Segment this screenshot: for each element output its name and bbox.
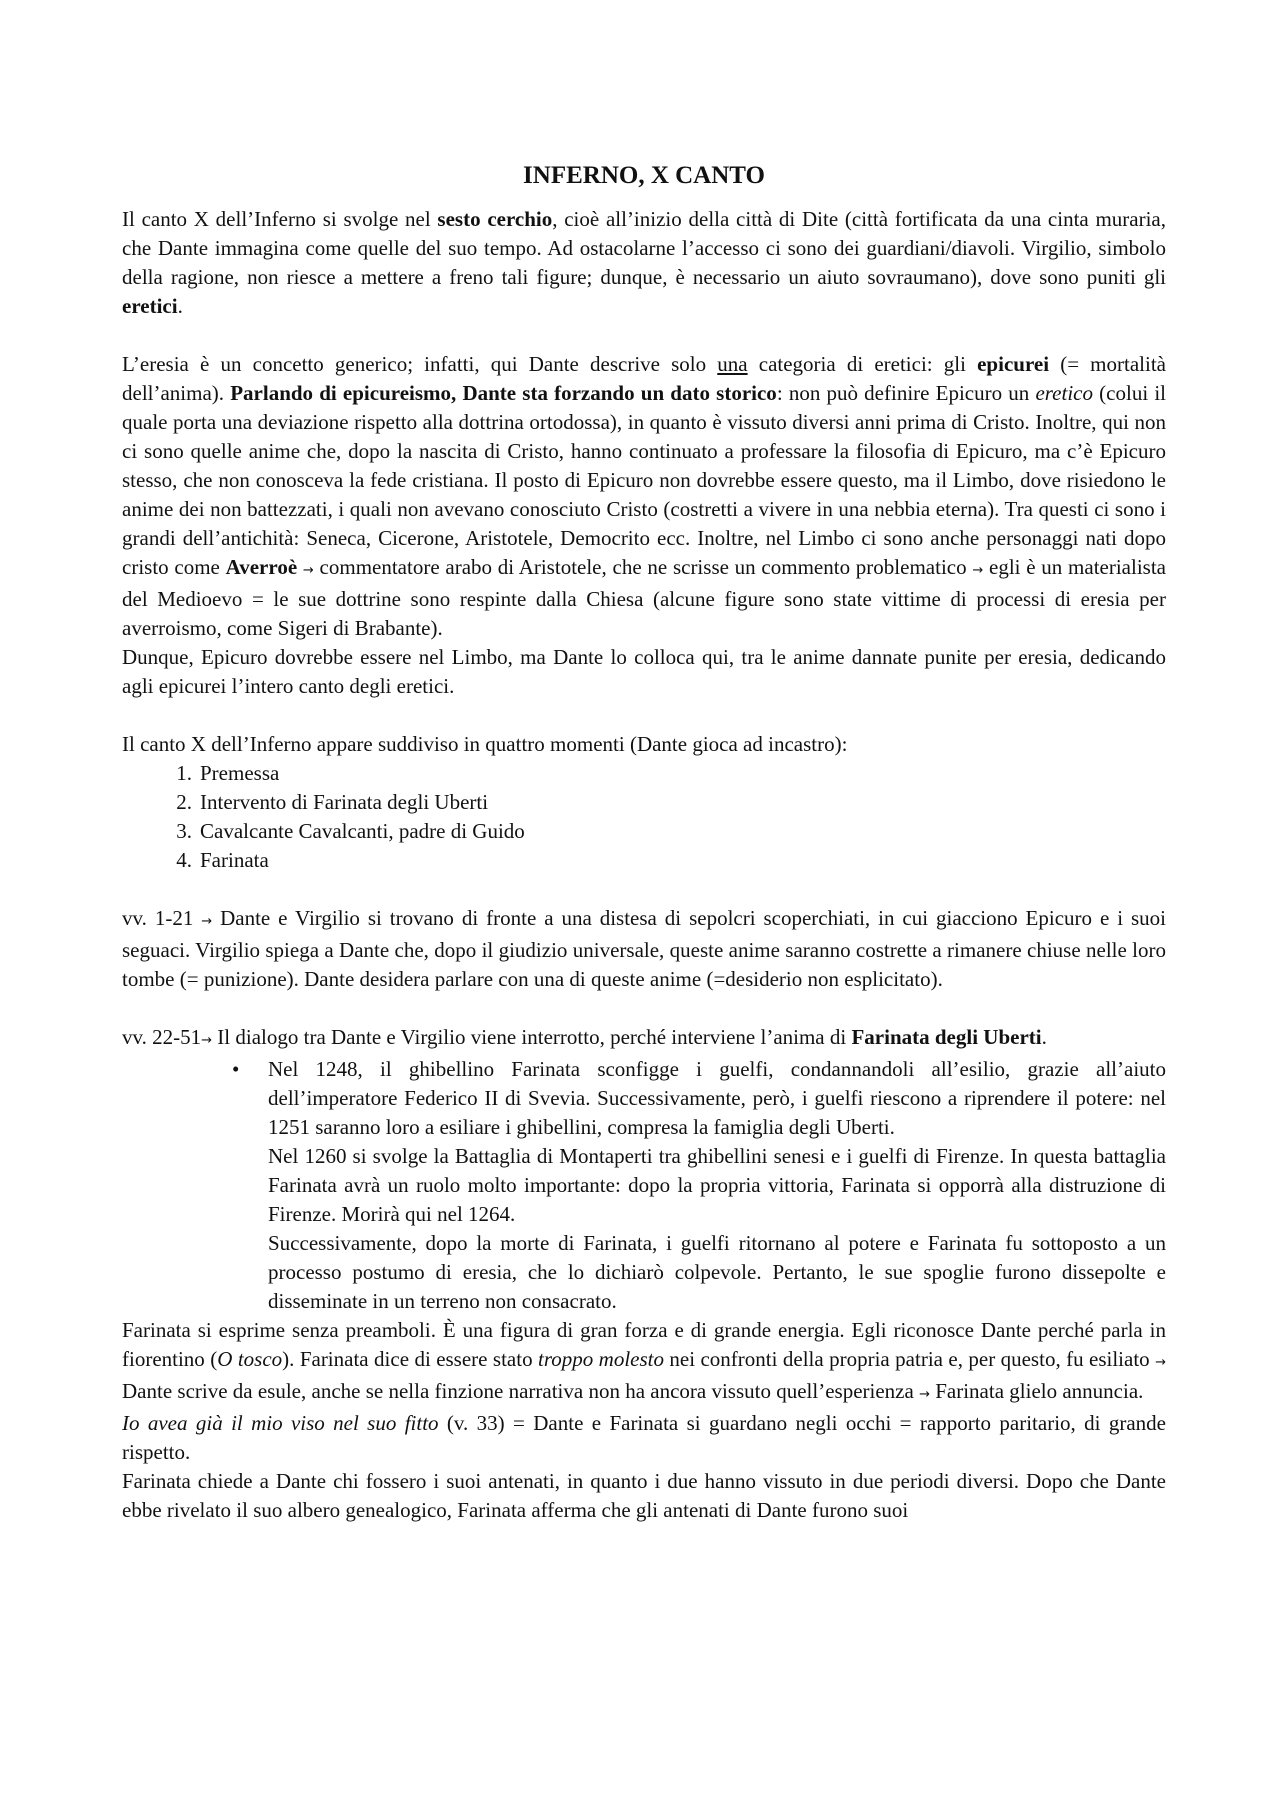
arrow-icon: →: [201, 1033, 213, 1048]
paragraph-vv-22-51: vv. 22-51→ Il dialogo tra Dante e Virgilio viene interrotto, perché interviene l’anima di Farinata degli Uberti.: [122, 1025, 1047, 1049]
paragraph-moments-intro: Il canto X dell’Inferno appare suddiviso in quattro momenti (Dante gioca ad incastro):: [122, 732, 848, 756]
arrow-icon: →: [201, 914, 213, 929]
list-item: 1. Premessa: [176, 761, 280, 785]
paragraph-antenati: Farinata chiede a Dante chi fossero i suoi antenati, in quanto i due hanno vissuto in due periodi diversi. Dopo che Dante ebbe rivelato il suo albero genealogico, Farinata afferma che gli antenati di Dante furono suoi: [122, 1469, 1166, 1522]
bullet-list-item: • Nel 1248, il ghibellino Farinata sconfigge i guelfi, condannandoli all’esilio, grazie all’aiuto dell’imperatore Federico II di Svevia. Successivamente, però, i guelfi riescono a riprendere il potere: nel 1251 saranno loro a esiliare i ghibellini, compresa la famiglia degli Uberti. Nel 1260 si svolge la Battaglia di Montaperti tra ghibellini senesi e i guelfi di Firenze. In questa battaglia Farinata avrà un ruolo molto importante: dopo la propria vittoria, Farinata si opporrà alla distruzione di Firenze. Morirà qui nel 1264. Successivamente, dopo la morte di Farinata, i guelfi ritornano al potere e Farinata fu sottoposto a un processo postumo di eresia, che lo dichiarò colpevole. Pertanto, le sue spoglie furono dissepolte e disseminate in un terreno non consacrato.: [232, 1057, 1166, 1313]
bullet-icon: •: [232, 1057, 240, 1081]
paragraph-intro: Il canto X dell’Inferno si svolge nel sesto cerchio, cioè all’inizio della città di Dite (città fortificata da una cinta muraria, che Dante immagina come quelle del suo tempo. Ad ostacolarne l’accesso ci sono dei guardiani/diavoli. Virgilio, simbolo della ragione, non riesce a mettere a freno tali figure; dunque, è necessario un aiuto sovraumano), dove sono puniti gli eretici.: [122, 207, 1167, 318]
paragraph-vv-1-21: vv. 1-21 → Dante e Virgilio si trovano di fronte a una distesa di sepolcri scoperchiati, in cui giacciono Epicuro e i suoi seguaci. Virgilio spiega a Dante che, dopo il giudizio universale, queste anime saranno costrette a rimanere chiuse nelle loro tombe (= punizione). Dante desidera parlare con una di queste anime (=desiderio non esplicitato).: [122, 906, 1166, 991]
paragraph-quote: Io avea già il mio viso nel suo fitto (v. 33) = Dante e Farinata si guardano negli occhi = rapporto paritario, di grande rispetto.: [122, 1411, 1166, 1464]
paragraph-limbo: Dunque, Epicuro dovrebbe essere nel Limbo, ma Dante lo colloca qui, tra le anime dannate punite per eresia, dedicando agli epicurei l’intero canto degli eretici.: [122, 645, 1166, 698]
list-item: 4. Farinata: [176, 848, 269, 872]
arrow-icon: →: [302, 563, 314, 578]
paragraph-eresia: L’eresia è un concetto generico; infatti, qui Dante descrive solo una categoria di eretici: gli epicurei (= mortalità dell’anima). Parlando di epicureismo, Dante sta forzando un dato storico: non può definire Epicuro un eretico (colui il quale porta una deviazione rispetto alla dottrina ortodossa), in quanto è vissuto diversi anni prima di Cristo. Inoltre, qui non ci sono quelle anime che, dopo la nascita di Cristo, hanno continuato a professare la filosofia di Epicuro, ma c’è Epicuro stesso, che non conosceva la fede cristiana. Il posto di Epicuro non dovrebbe essere questo, ma il Limbo, dove risiedono le anime dei non battezzati, i quali non avevano conosciuto Cristo (costretti a vivere in una nebbia eterna). Tra questi ci sono i grandi dell’antichità: Seneca, Cicerone, Aristotele, Democrito ecc. Inoltre, nel Limbo ci sono anche personaggi nati dopo cristo come Averroè → commentatore arabo di Aristotele, che ne scrisse un commento problematico → egli è un materialista del Medioevo = le sue dottrine sono respinte dalla Chiesa (alcune figure sono state vittime di processi di eresia per averroismo, come Sigeri di Brabante).: [122, 352, 1166, 640]
arrow-icon: →: [919, 1387, 930, 1402]
moments-list: [122, 759, 1166, 875]
arrow-icon: →: [1155, 1355, 1167, 1370]
paragraph-farinata: Farinata si esprime senza preamboli. È una figura di gran forza e di grande energia. Egli riconosce Dante perché parla in fiorentino (O tosco). Farinata dice di essere stato troppo molesto nei confronti della propria patria e, per questo, fu esiliato → Dante scrive da esule, anche se nella finzione narrativa non ha ancora vissuto quell’esperienza → Farinata glielo annuncia.: [122, 1318, 1167, 1403]
list-item: 2. Intervento di Farinata degli Uberti: [176, 790, 489, 814]
arrow-icon: →: [972, 563, 984, 578]
document-page: [122, 160, 1166, 1525]
list-item: 3. Cavalcante Cavalcanti, padre di Guido: [176, 819, 525, 843]
page-title: INFERNO, X CANTO: [523, 162, 765, 189]
